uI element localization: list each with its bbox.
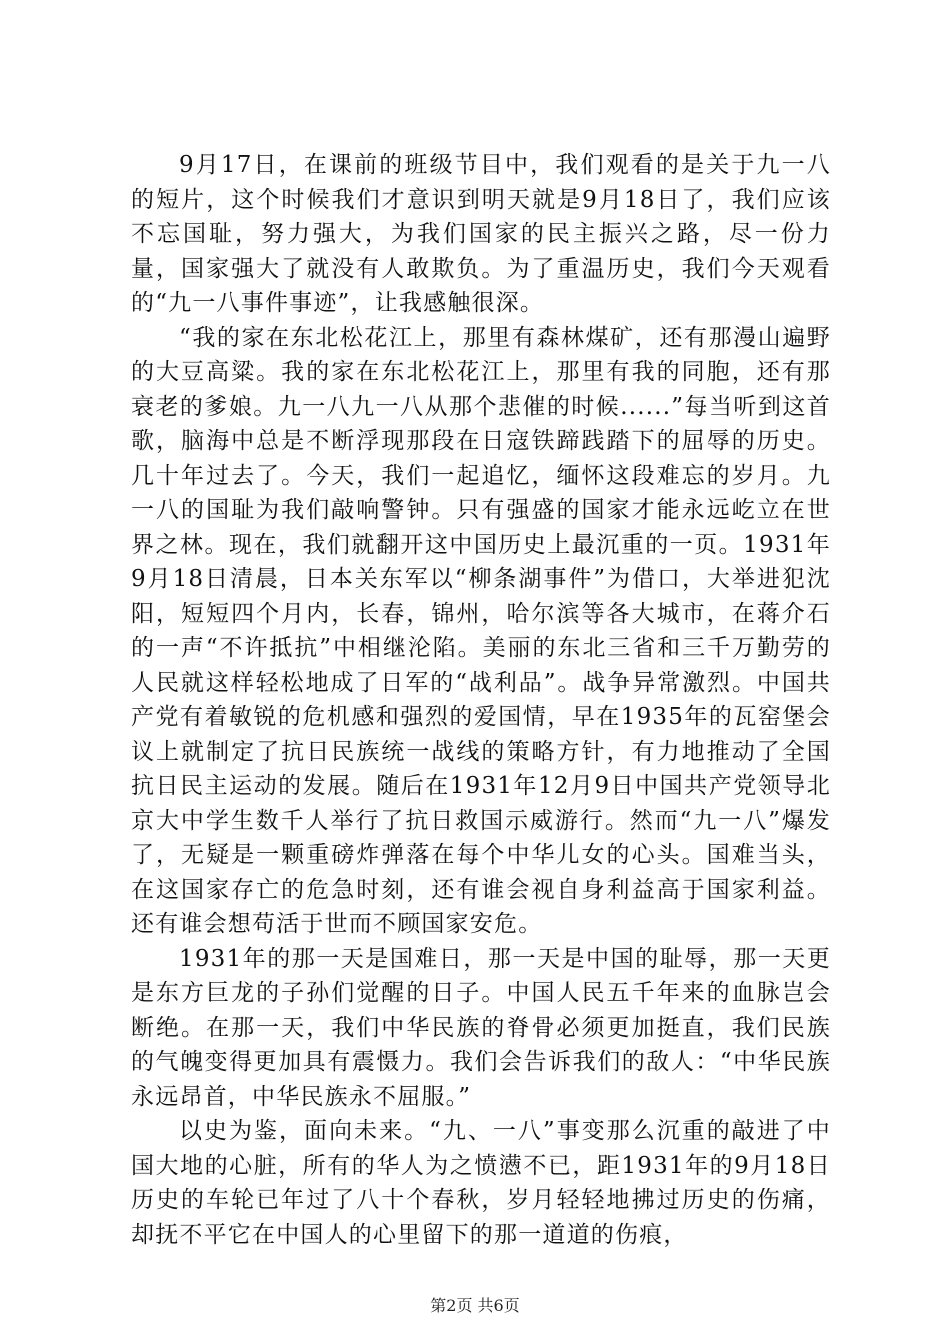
page-footer: 第2页 共6页 bbox=[430, 1296, 520, 1315]
paragraph-1: 9月17日，在课前的班级节目中，我们观看的是关于九一八的短片，这个时候我们才意识到明天就是9月18日了，我们应该不忘国耻，努力强大，为我们国家的民主振兴之路，尽一份力量，国家强大了就没有人敢欺负。为了重温历史，我们今天观看的“九一八事件事迹”，让我感触很深。 bbox=[131, 152, 831, 316]
paragraph-4: 以史为鉴，面向未来。“九、一八”事变那么沉重的敲进了中国大地的心脏，所有的华人为之愤懑不已，距1931年的9月18日历史的车轮已年过了八十个春秋，岁月轻轻地拂过历史的伤痛，却抚不平它在中国人的心里留下的那一道道的伤痕， bbox=[131, 1118, 831, 1248]
paragraph-3: 1931年的那一天是国难日，那一天是中国的耻辱，那一天更是东方巨龙的子孙们觉醒的日子。中国人民五千年来的血脉岂会断绝。在那一天，我们中华民族的脊骨必须更加挺直，我们民族的气魄变得更加具有震慑力。我们会告诉我们的敌人：“中华民族永远昂首，中华民族永不屈服。” bbox=[131, 945, 831, 1110]
paragraph-2: “我的家在东北松花江上，那里有森林煤矿，还有那漫山遍野的大豆高粱。我的家在东北松花江上，那里有我的同胞，还有那衰老的爹娘。九一八九一八从那个悲催的时候......”每当听到这首歌，脑海中总是不断浮现那段在日寇铁蹄践踏下的屈辱的历史。几十年过去了。今天，我们一起追忆，缅怀这段难忘的岁月。九一八的国耻为我们敲响警钟。只有强盛的国家才能永远屹立在世界之林。现在，我们就翻开这中国历史上最沉重的一页。1931年9月18日清晨，日本关东军以“柳条湖事件”为借口，大举进犯沈阳，短短四个月内，长春，锦州，哈尔滨等各大城市，在蒋介石的一声“不许抵抗”中相继沦陷。美丽的东北三省和三千万勤劳的人民就这样轻松地成了日军的“战利品”。战争异常激烈。中国共产党有着敏锐的危机感和强烈的爱国情，早在1935年的瓦窑堡会议上就制定了抗日民族统一战线的策略方针，有力地推动了全国抗日民主运动的发展。随后在1931年12月9日中国共产党领导北京大中学生数千人举行了抗日救国示威游行。然而“九一八”爆发了，无疑是一颗重磅炸弹落在每个中华儿女的心头。国难当头，在这国家存亡的危急时刻，还有谁会视自身利益高于国家利益。还有谁会想苟活于世而不顾国家安危。 bbox=[131, 324, 831, 937]
document-body bbox=[131, 148, 831, 1252]
